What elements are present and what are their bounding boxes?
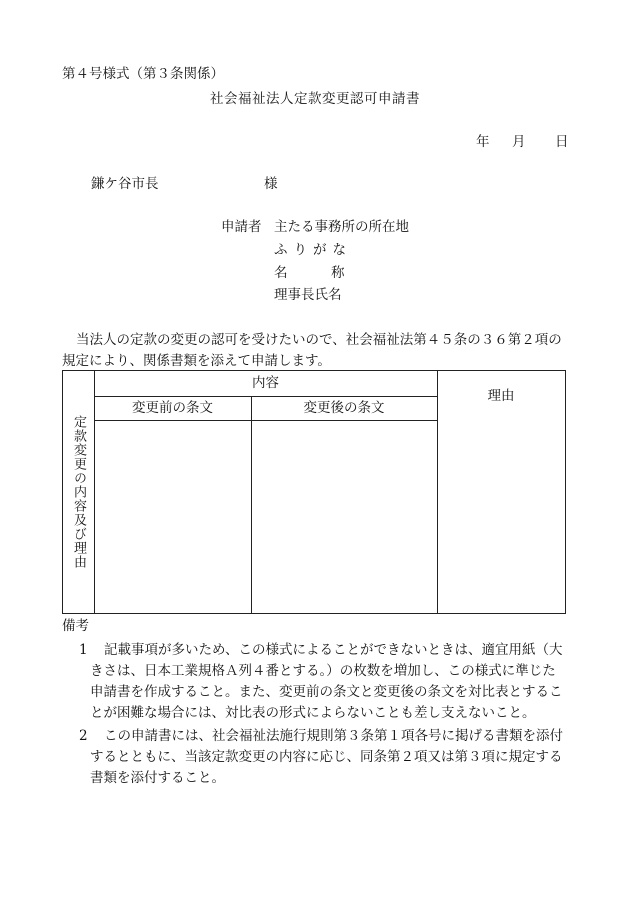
after-header: 変更後の条文 — [303, 400, 385, 416]
note-number: 1 — [79, 642, 88, 658]
before-header: 変更前の条文 — [132, 400, 213, 416]
table-divider — [94, 396, 437, 397]
intro-paragraph: 当法人の定款の変更の認可を受けたいので、社会福祉法第４５条の３６第２項の規定により、関係書類を添えて申請します。 — [62, 332, 562, 369]
amendment-table — [62, 370, 566, 614]
applicant-name-label-2: 称 — [331, 265, 345, 281]
note-number: 2 — [79, 728, 88, 744]
note-item — [62, 640, 566, 724]
before-text-cell[interactable] — [95, 421, 251, 613]
note-text: 記載事項が多いため、この様式によることができないときは、適宜用紙（大きさは、日本工業規格Ａ列４番とする。）の枚数を増加し、この様式に準じた申請書を作成すること。また、変更前の条文と変更後の条文を対比表とすることが困難な場合には、対比表の形式によらないことも差し支えないこと。 — [90, 642, 563, 721]
after-text-cell[interactable] — [252, 421, 437, 613]
notes-list — [62, 640, 566, 791]
note-item — [62, 726, 566, 789]
form-number: 第４号様式（第３条関係） — [62, 66, 224, 82]
addressee: 鎌ケ谷市長 — [91, 176, 159, 192]
date-year-label: 年 — [476, 134, 490, 150]
date-day-label: 日 — [555, 134, 569, 150]
reason-cell[interactable] — [438, 421, 565, 613]
document-title: 社会福祉法人定款変更認可申請書 — [210, 91, 420, 107]
applicant-furigana-label: ふりがな — [274, 242, 352, 258]
applicant-representative-label: 理事長氏名 — [274, 287, 342, 303]
content-header: 内容 — [252, 375, 279, 391]
honorific: 様 — [264, 176, 278, 192]
applicant-label: 申請者 — [221, 219, 262, 235]
note-text: この申請書には、社会福祉法施行規則第３条第１項各号に掲げる書類を添付するとともに、当該定款変更の内容に応じ、同条第２項又は第３項に規定する書類を添付すること。 — [90, 728, 563, 786]
date-month-label: 月 — [512, 134, 526, 150]
applicant-name-label-1: 名 — [274, 265, 288, 281]
notes-heading: 備考 — [62, 618, 89, 634]
reason-header: 理由 — [487, 388, 515, 404]
applicant-address-label: 主たる事務所の所在地 — [274, 219, 409, 235]
table-side-label: 定款変更の内容及び理由 — [71, 415, 86, 569]
